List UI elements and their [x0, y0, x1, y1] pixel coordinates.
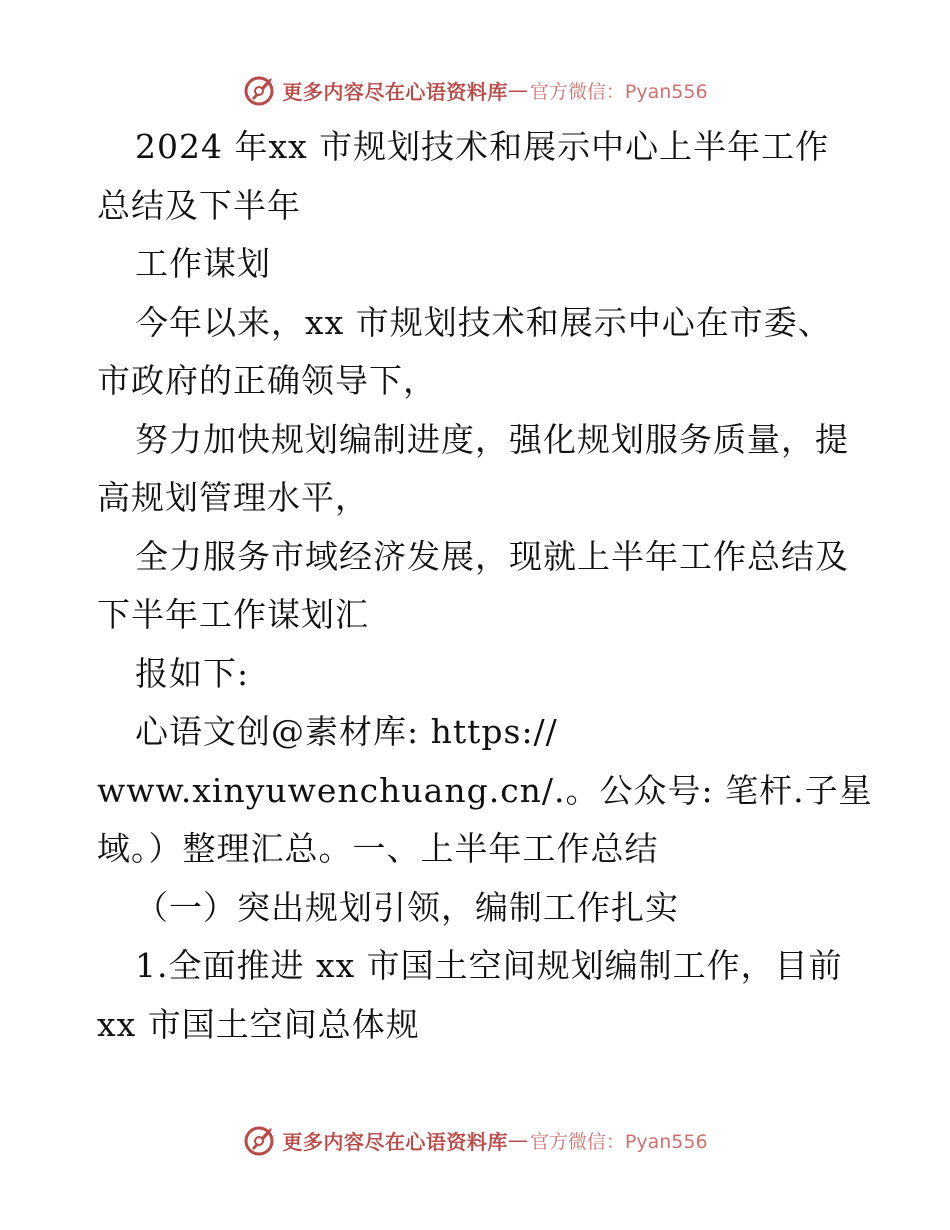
watermark-contact: 官方微信：Pyan556 [529, 80, 708, 103]
paragraph-line: www.xinyuwenchuang.cn/.。公众号: 笔杆.子星 [97, 770, 873, 810]
paragraph-line: 下半年工作谋划汇 [97, 595, 369, 634]
paragraph-line: 高规划管理水平， [97, 478, 369, 517]
watermark-separator: — [507, 78, 528, 102]
paragraph-line: 市政府的正确领导下， [97, 361, 437, 400]
paragraph-line: 全力服务市域经济发展，现就上半年工作总结及 [135, 536, 849, 576]
paragraph-line: 报如下: [135, 653, 250, 693]
quill-pen-circle-icon [242, 72, 278, 108]
title-line-3: 工作谋划 [135, 244, 271, 283]
section-heading: （一）突出规划引领，编制工作扎实 [135, 887, 679, 927]
paragraph-line: 域。）整理汇总。一、上半年工作总结 [97, 829, 659, 868]
watermark-contact: 官方微信：Pyan556 [529, 1130, 708, 1153]
watermark-text: 更多内容尽在心语资料库 [282, 79, 508, 104]
paragraph-line: 今年以来，xx 市规划技术和展示中心在市委、 [135, 302, 832, 342]
paragraph-line: 努力加快规划编制进度，强化规划服务质量，提 [135, 419, 849, 459]
watermark-separator: — [507, 1128, 528, 1152]
document-body [97, 118, 873, 1054]
watermark-text: 更多内容尽在心语资料库 [282, 1129, 508, 1154]
footer-watermark [0, 1120, 950, 1160]
quill-pen-circle-icon [242, 1122, 278, 1158]
paragraph-line: xx 市国土空间总体规 [97, 1004, 420, 1044]
paragraph-line: 心语文创@素材库: https:// [135, 712, 558, 751]
header-watermark [0, 70, 950, 110]
paragraph-line: 1.全面推进 xx 市国土空间规划编制工作，目前 [135, 946, 843, 985]
title-line-2: 总结及下半年 [97, 185, 301, 225]
title-line-1: 2024 年xx 市规划技术和展示中心上半年工作 [135, 127, 830, 166]
